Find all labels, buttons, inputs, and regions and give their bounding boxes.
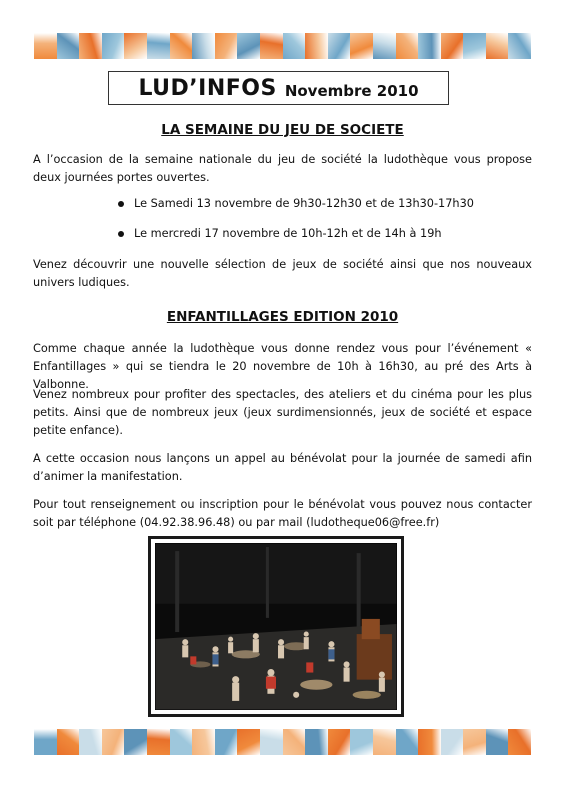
section1-outro: Venez découvrir une nouvelle sélection de jeux de société ainsi que nos nouveaux univers ludiques.: [33, 258, 532, 289]
band-tile: [147, 729, 170, 755]
section1-heading: LA SEMAINE DU JEU DE SOCIETE: [161, 122, 404, 138]
decorative-band-top: [34, 33, 531, 59]
band-tile: [508, 729, 531, 755]
list-item: [118, 227, 442, 240]
band-tile: [215, 729, 238, 755]
band-tile: [418, 729, 441, 755]
band-tile: [34, 33, 57, 59]
band-tile: [486, 33, 509, 59]
band-tile: [79, 33, 102, 59]
section2-paragraph: A cette occasion nous lançons un appel au bénévolat pour la journée de samedi afin d’animer la manifestation.: [33, 452, 532, 483]
band-tile: [192, 33, 215, 59]
band-tile: [57, 33, 80, 59]
bullet-icon: [118, 231, 124, 237]
bullet-icon: [118, 201, 124, 207]
band-tile: [305, 729, 328, 755]
newsletter-title: LUD’INFOS: [138, 75, 277, 101]
band-tile: [147, 33, 170, 59]
list-item: [118, 197, 474, 210]
band-tile: [215, 33, 238, 59]
event-photo: [155, 543, 397, 710]
bullet-text: Le Samedi 13 novembre de 9h30-12h30 et de 13h30-17h30: [134, 197, 474, 210]
decorative-band-bottom: [34, 729, 531, 755]
band-tile: [260, 729, 283, 755]
band-tile: [170, 33, 193, 59]
band-tile: [418, 33, 441, 59]
band-tile: [170, 729, 193, 755]
band-tile: [396, 729, 419, 755]
title-box: [108, 71, 449, 105]
section2-paragraph: Comme chaque année la ludothèque vous donne rendez vous pour l’événement « Enfantillages » qui se tiendra le 20 novembre de 10h à 16h30, au pré des Arts à Valbonne.: [33, 342, 532, 391]
band-tile: [237, 729, 260, 755]
band-tile: [34, 729, 57, 755]
band-tile: [463, 729, 486, 755]
band-tile: [396, 33, 419, 59]
section2-paragraph: Venez nombreux pour profiter des spectacles, des ateliers et du cinéma pour les plus petits. Ainsi que de nombreux jeux (jeux surdimensionnés, jeux de société et espace petite enfance).: [33, 388, 532, 437]
band-tile: [102, 33, 125, 59]
newsletter-month: Novembre 2010: [284, 82, 419, 100]
section2-heading: ENFANTILLAGES EDITION 2010: [166, 309, 399, 325]
band-tile: [283, 729, 306, 755]
band-tile: [237, 33, 260, 59]
band-tile: [328, 729, 351, 755]
band-tile: [441, 33, 464, 59]
band-tile: [328, 33, 351, 59]
band-tile: [124, 729, 147, 755]
band-tile: [79, 729, 102, 755]
event-photo-frame: [148, 536, 404, 717]
section1-intro: A l’occasion de la semaine nationale du jeu de société la ludothèque vous propose deux journées portes ouvertes.: [33, 153, 532, 184]
band-tile: [350, 33, 373, 59]
band-tile: [486, 729, 509, 755]
band-tile: [350, 729, 373, 755]
band-tile: [373, 33, 396, 59]
band-tile: [463, 33, 486, 59]
section2-paragraph: Pour tout renseignement ou inscription pour le bénévolat vous pouvez nous contacter soit par téléphone (04.92.38.96.48) ou par mail (ludotheque06@free.fr): [33, 498, 532, 529]
bullet-text: Le mercredi 17 novembre de 10h-12h et de 14h à 19h: [134, 227, 442, 240]
band-tile: [102, 729, 125, 755]
band-tile: [124, 33, 147, 59]
band-tile: [508, 33, 531, 59]
band-tile: [441, 729, 464, 755]
band-tile: [283, 33, 306, 59]
band-tile: [305, 33, 328, 59]
band-tile: [260, 33, 283, 59]
band-tile: [192, 729, 215, 755]
band-tile: [57, 729, 80, 755]
band-tile: [373, 729, 396, 755]
